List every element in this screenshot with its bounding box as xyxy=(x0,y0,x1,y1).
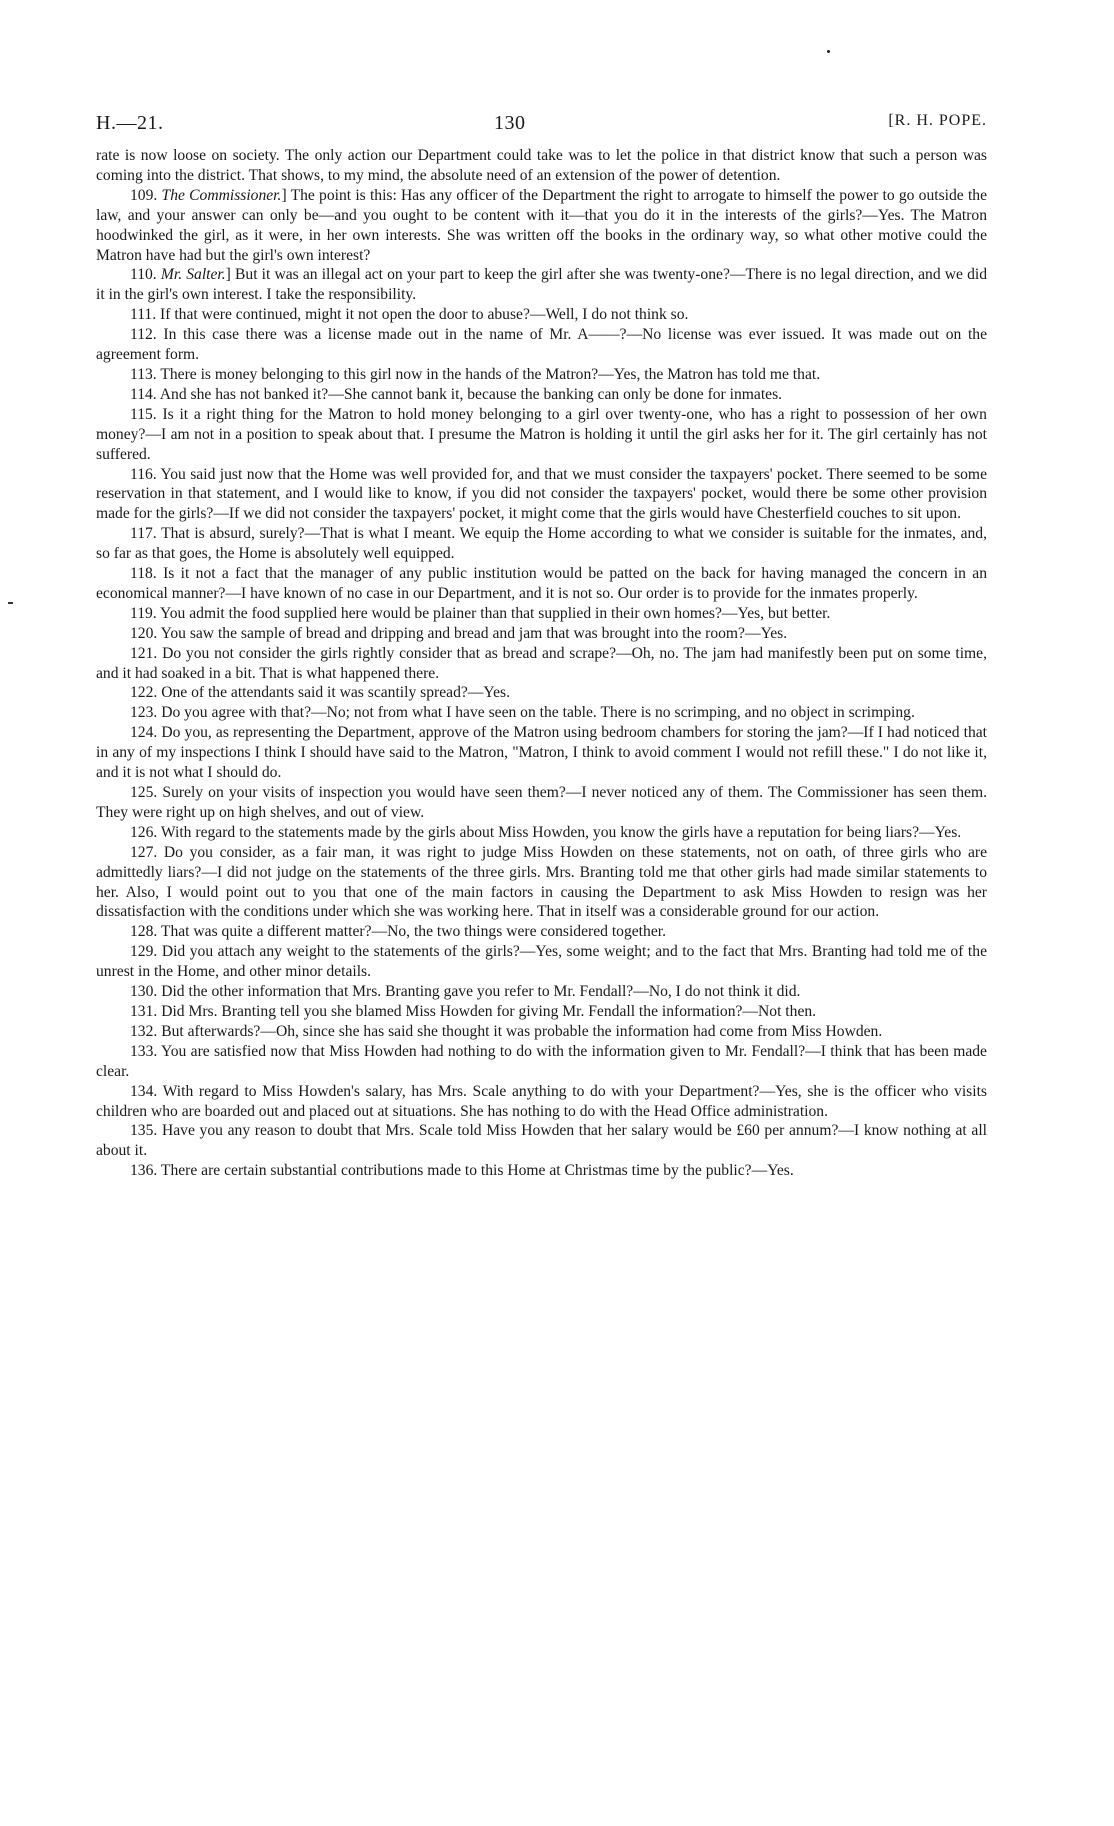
question-109: 109. The Commissioner.] The point is this: Has any officer of the Department the right to arrogate to himself the power to go outside the law, and your answer can only be—and you ought to be content with it—that you do it in the interests of the girls?—Yes. The Matron hoodwinked the girl, as it were, in her own interests. She was written off the books in the ordinary way, so what other motive could the Matron have had but the girl's own interest? xyxy=(96,186,988,264)
question-122: 122. One of the attendants said it was scantily spread?—Yes. xyxy=(130,684,510,702)
question-121: 121. Do you not consider the girls rightly consider that as bread and scrape?—Oh, no. The jam had manifestly been put on some time, and it had soaked in a bit. That is what happened there. xyxy=(96,644,987,682)
question-124: 124. Do you, as representing the Department, approve of the Matron using bedroom chambers for storing the jam?—If I had noticed that in any of my inspections I think I should have said to the Matron, "Matron, I think to avoid comment I would not refill these." I do not like it, and it is not what I should do. xyxy=(96,724,987,782)
question-116: 116. You said just now that the Home was well provided for, and that we must consider the taxpayers' pocket. There seemed to be some reservation in that statement, and I would like to know, if you did not consider the taxpayers' pocket, would there be some other provision made for the girls?—If we did not consider the taxpayers' pocket, it might come that the girls would have Chesterfield couches to sit upon. xyxy=(96,465,987,523)
question-110: 110. Mr. Salter.] But it was an illegal act on your part to keep the girl after she was twenty-one?—There is no legal direction, and we did it in the girl's own interest. I take the responsibility. xyxy=(96,266,988,304)
question-125: 125. Surely on your visits of inspection you would have seen them?—I never noticed any of them. The Commissioner has seen them. They were right up on high shelves, and out of view. xyxy=(96,784,987,821)
question-129: 129. Did you attach any weight to the statements of the girls?—Yes, some weight; and to the fact that Mrs. Branting had told me of the unrest in the Home, and other minor details. xyxy=(96,943,987,981)
question-126: 126. With regard to the statements made by the girls about Miss Howden, you know the girls have a reputation for being liars?—Yes. xyxy=(130,823,962,841)
report-reference: H.—21. xyxy=(96,112,164,134)
speaker-label: Mr. Salter. xyxy=(160,266,226,284)
question-128: 128. That was quite a different matter?—No, the two things were considered together. xyxy=(130,923,666,941)
question-127: 127. Do you consider, as a fair man, it was right to judge Miss Howden on these statements, not on oath, of three girls who are admittedly liars?—I did not judge on the statements of the three girls. Mrs. Branting told me that other girls had made similar statements to her. Also, I would point out to you that one of the main factors in causing the Department to ask Miss Howden to resign was her dissatisfaction with the conditions under which she was working here. That in itself was a considerable ground for our action. xyxy=(96,843,987,921)
question-118: 118. Is it not a fact that the manager of any public institution would be patted on the back for having managed the concern in an economical manner?—I have known of no case in our Department, and it is not so. Our order is to provide for the inmates properly. xyxy=(96,565,987,602)
page-number: 130 xyxy=(494,112,526,134)
question-123: 123. Do you agree with that?—No; not from what I have seen on the table. There is no scrimping, and no object in scrimping. xyxy=(130,704,915,722)
question-130: 130. Did the other information that Mrs. Branting gave you refer to Mr. Fendall?—No, I do not think it did. xyxy=(130,983,801,1001)
question-132: 132. But afterwards?—Oh, since she has said she thought it was probable the information had come from Miss Howden. xyxy=(130,1022,883,1040)
speaker-label: The Commissioner. xyxy=(161,186,282,204)
question-119: 119. You admit the food supplied here would be plainer than that supplied in their own homes?—Yes, but better. xyxy=(130,604,831,622)
question-135: 135. Have you any reason to doubt that Mrs. Scale told Miss Howden that her salary would be £60 per annum?—I know nothing at all about it. xyxy=(96,1122,987,1160)
document-page xyxy=(96,112,987,1181)
question-117: 117. That is absurd, surely?—That is what I meant. We equip the Home according to what we consider is suitable for the inmates, and, so far as that goes, the Home is absolutely well equipped. xyxy=(96,525,988,563)
speck-mark xyxy=(827,50,830,53)
page-header xyxy=(96,112,987,146)
question-134: 134. With regard to Miss Howden's salary, has Mrs. Scale anything to do with your Department?—Yes, she is the officer who visits children who are boarded out and placed out at situations. She has nothing to do with the Head Office administration. xyxy=(96,1082,987,1120)
question-111: 111. If that were continued, might it not open the door to abuse?—Well, I do not think so. xyxy=(130,306,689,324)
paragraph-continuation: rate is now loose on society. The only action our Department could take was to let the police in that district know that such a person was coming into the district. That shows, to my mind, the absolute need of an extension of the power of detention. xyxy=(96,147,987,184)
question-114: 114. And she has not banked it?—She cannot bank it, because the banking can only be done for inmates. xyxy=(130,385,783,403)
margin-mark xyxy=(8,602,13,604)
question-112: 112. In this case there was a license made out in the name of Mr. A——?—No license was ever issued. It was made out on the agreement form. xyxy=(96,326,988,364)
question-115: 115. Is it a right thing for the Matron to hold money belonging to a girl over twenty-one, who has a right to possession of her own money?—I am not in a position to speak about that. I presume the Matron is holding it until the girl asks her for it. The girl certainly has not suffered. xyxy=(96,405,987,463)
question-133: 133. You are satisfied now that Miss Howden had nothing to do with the information given to Mr. Fendall?—I think that has been made clear. xyxy=(96,1042,987,1080)
question-131: 131. Did Mrs. Branting tell you she blamed Miss Howden for giving Mr. Fendall the information?—Not then. xyxy=(130,1002,817,1020)
evidence-text xyxy=(96,146,987,1181)
question-120: 120. You saw the sample of bread and dripping and bread and jam that was brought into the room?—Yes. xyxy=(130,624,788,642)
question-136: 136. There are certain substantial contributions made to this Home at Christmas time by the public?—Yes. xyxy=(130,1162,794,1180)
witness-name: [R. H. POPE. xyxy=(888,112,987,129)
question-113: 113. There is money belonging to this girl now in the hands of the Matron?—Yes, the Matron has told me that. xyxy=(130,365,821,383)
